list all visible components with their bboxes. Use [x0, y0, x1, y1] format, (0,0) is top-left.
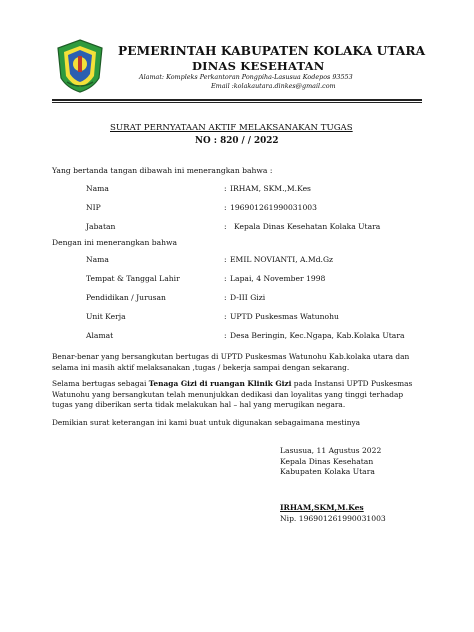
subject-unit-value: UPTD Puskesmas Watunohu: [230, 312, 339, 321]
signer-nip-label: NIP: [86, 203, 101, 212]
duty-line-1-post: pada Instansi UPTD Puskesmas: [291, 379, 413, 388]
intro-text: Yang bertanda tangan dibawah ini menerangkan bahwa :: [52, 166, 273, 175]
subject-education-value: D-III Gizi: [230, 293, 266, 302]
subject-address-label: Alamat: [86, 331, 114, 340]
subject-name-label: Nama: [86, 255, 109, 264]
duty-line-3: tugas yang diberikan serta tidak melakukan hal – hal yang merugikan negara.: [52, 400, 346, 410]
statement-line-2: selama ini masih aktif melaksanakan ,tugas / bekerja sampai dengan sekarang.: [52, 362, 350, 372]
signer-title-2: Kabupaten Kolaka Utara: [280, 467, 375, 476]
signer-name-label: Nama: [86, 184, 109, 193]
signer-position-sep: :: [224, 222, 227, 231]
subject-birth-label: Tempat & Tanggal Lahir: [86, 274, 180, 283]
duty-line-1-pre: Selama bertugas sebagai: [52, 379, 149, 388]
subject-unit-label: Unit Kerja: [86, 312, 126, 321]
letter-title: SURAT PERNYATAAN AKTIF MELAKSANAKAN TUGAS: [110, 123, 353, 133]
subject-birth-value: Lapai, 4 November 1998: [230, 274, 326, 283]
closing-text: Demikian surat keterangan ini kami buat untuk digunakan sebagaimana mestinya: [52, 418, 361, 427]
letterhead-email: Email :kolakautara.dinkes@gmail.com: [211, 82, 336, 90]
subject-name-value: EMIL NOVIANTI, A.Md.Gz: [230, 255, 334, 264]
duty-role-bold: Tenaga Gizi di ruangan Klinik Gizi: [148, 379, 292, 388]
signer-name-value: IRHAM, SKM.,M.Kes: [230, 184, 311, 193]
statement-line-1: Benar-benar yang bersangkutan bertugas di UPTD Puskesmas Watunohu Kab.kolaka utara dan: [52, 352, 410, 361]
signer-nip-sep: :: [224, 203, 227, 212]
subject-address-sep: :: [224, 331, 227, 340]
subject-education-sep: :: [224, 293, 227, 302]
letterhead-divider-thin: [52, 102, 422, 103]
subject-birth-sep: :: [224, 274, 227, 283]
letter-number: NO : 820 / / 2022: [195, 136, 279, 146]
intro2-text: Dengan ini menerangkan bahwa: [52, 238, 178, 247]
duty-paragraph: [52, 379, 430, 411]
subject-unit-sep: :: [224, 312, 227, 321]
letterhead-address: Alamat: Kompleks Perkantoran Pongpiha-Lasusua Kodepos 93553: [139, 73, 353, 81]
subject-education-label: Pendidikan / Jurusan: [86, 293, 166, 302]
subject-address-value: Desa Beringin, Kec.Ngapa, Kab.Kolaka Utara: [230, 331, 405, 340]
signer-title-1: Kepala Dinas Kesehatan: [280, 457, 374, 466]
place-date: Lasusua, 11 Agustus 2022: [280, 446, 382, 455]
signer-name-sep: :: [224, 184, 227, 193]
signer-position-label: Jabatan: [86, 222, 116, 231]
statement-paragraph: [52, 352, 430, 373]
signer-nip: Nip. 196901261990031003: [280, 514, 386, 523]
subject-name-sep: :: [224, 255, 227, 264]
letterhead-agency: DINAS KESEHATAN: [192, 59, 325, 73]
signer-nip-value: 196901261990031003: [230, 203, 317, 212]
signer-position-value: Kepala Dinas Kesehatan Kolaka Utara: [234, 222, 381, 231]
letterhead-divider-thick: [52, 99, 422, 101]
signer-name: IRHAM,SKM,M.Kes: [280, 503, 364, 512]
letterhead-government: PEMERINTAH KABUPATEN KOLAKA UTARA: [118, 44, 426, 58]
regency-emblem-icon: [55, 38, 105, 94]
duty-line-2: Watunohu yang bersangkutan telah menunjukkan dedikasi dan loyalitas yang tinggi terhadap: [52, 389, 404, 399]
